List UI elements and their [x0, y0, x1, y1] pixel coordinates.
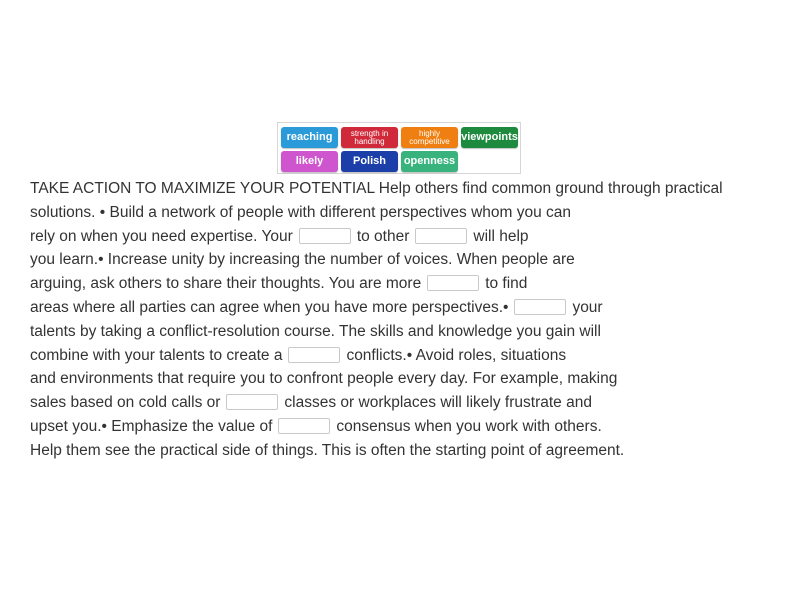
passage-text: [30, 177, 790, 463]
answer-chip-strength-in-handling[interactable]: strength in handling: [341, 127, 398, 148]
answer-chip-openness[interactable]: openness: [401, 151, 458, 172]
answer-blank-3[interactable]: [427, 275, 479, 291]
answer-blank-7[interactable]: [278, 418, 330, 434]
passage-text-segment: rely on when you need expertise. Your: [30, 227, 293, 245]
passage-text-segment: upset you.• Emphasize the value of: [30, 417, 273, 435]
passage-text-segment: to find: [485, 275, 528, 293]
passage-text-segment: your: [572, 298, 603, 316]
passage-text-segment: solutions. • Build a network of people with different perspectives whom you can: [30, 203, 572, 221]
passage-text-segment: sales based on cold calls or: [30, 394, 221, 412]
passage-text-segment: talents by taking a conflict-resolution course. The skills and knowledge you gain will: [30, 322, 601, 340]
passage-text-segment: classes or workplaces will likely frustrate and: [284, 394, 592, 412]
passage-line: [30, 439, 790, 463]
passage-line: [30, 177, 790, 201]
passage-text-segment: conflicts.• Avoid roles, situations: [346, 346, 567, 364]
passage-line: [30, 344, 790, 368]
answer-blank-5[interactable]: [288, 347, 340, 363]
answer-chip-polish[interactable]: Polish: [341, 151, 398, 172]
passage-line: [30, 272, 790, 296]
passage-line: [30, 415, 790, 439]
answer-chip-reaching[interactable]: reaching: [281, 127, 338, 148]
answer-blank-1[interactable]: [299, 228, 351, 244]
passage-text-segment: and environments that require you to confront people every day. For example, making: [30, 370, 618, 388]
passage-text-segment: you learn.• Increase unity by increasing the number of voices. When people are: [30, 251, 575, 269]
passage-text-segment: consensus when you work with others.: [336, 417, 602, 435]
passage-text-segment: combine with your talents to create a: [30, 346, 283, 364]
passage-text-segment: will help: [473, 227, 529, 245]
passage-line: [30, 296, 790, 320]
answer-blank-2[interactable]: [415, 228, 467, 244]
answer-chip-likely[interactable]: likely: [281, 151, 338, 172]
answer-blank-4[interactable]: [514, 299, 566, 315]
passage-line: [30, 367, 790, 391]
passage-text-segment: Help them see the practical side of things. This is often the starting point of agreement.: [30, 441, 625, 459]
passage-line: [30, 320, 790, 344]
passage-text-segment: TAKE ACTION TO MAXIMIZE YOUR POTENTIAL Help others find common ground through practical: [30, 180, 723, 197]
passage-text-segment: arguing, ask others to share their thoughts. You are more: [30, 275, 422, 293]
passage-text-segment: areas where all parties can agree when you have more perspectives.•: [30, 298, 509, 316]
answer-chip-highly-competitive[interactable]: highly competitive: [401, 127, 458, 148]
answer-chip-viewpoints[interactable]: viewpoints: [461, 127, 518, 148]
passage-line: [30, 201, 790, 225]
passage-line: [30, 248, 790, 272]
passage-line: [30, 225, 790, 249]
answer-blank-6[interactable]: [226, 394, 278, 410]
passage-text-segment: to other: [356, 227, 410, 245]
passage-line: [30, 391, 790, 415]
word-bank: [277, 122, 521, 174]
